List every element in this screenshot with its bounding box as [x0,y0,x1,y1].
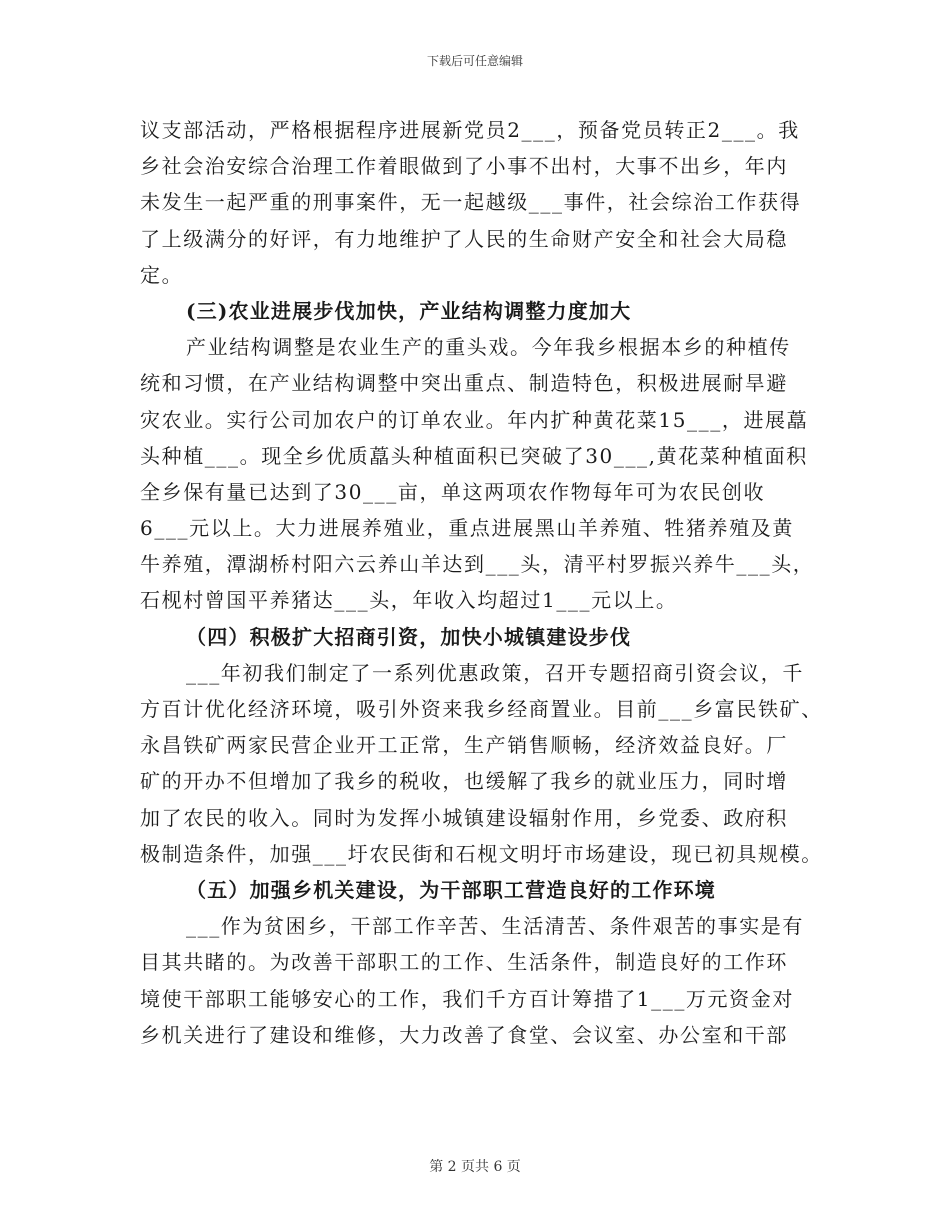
document-body [140,112,823,1053]
section-heading: （四）积极扩大招商引资，加快小城镇建设步伐 [186,624,632,649]
text-line: 了上级满分的好评，有力地维护了人民的生命财产安全和社会大局稳 [140,226,788,251]
text-line: 乡机关进行了建设和维修，大力改善了食堂、会议室、办公室和干部 [140,1022,788,1047]
text-line: ___作为贫困乡，干部工作辛苦、生活清苦、条件艰苦的事实是有 [186,914,804,939]
text-line: 产业结构调整是农业生产的重头戏。今年我乡根据本乡的种植传 [186,335,791,360]
section-heading: (三)农业进展步伐加快，产业结构调整力度加大 [186,298,632,323]
text-line: 石枧村曾国平养猪达___头，年收入均超过1___元以上。 [140,588,678,613]
text-line: 乡社会治安综合治理工作着眼做到了小事不出村，大事不出乡，年内 [140,154,788,179]
text-line: 方百计优化经济环境，吸引外资来我乡经商置业。目前___乡富民铁矿、 [140,697,823,721]
page-footer: 第 2 页共 6 页 [429,1159,521,1175]
text-line: 定。 [140,262,184,287]
text-line: 牛养殖，潭湖桥村阳六云养山羊达到___头，清平村罗振兴养牛___头， [140,552,815,577]
text-line: 境使干部职工能够安心的工作，我们千方百计筹措了1___万元资金对 [140,986,794,1011]
text-line: 加了农民的收入。同时为发挥小城镇建设辐射作用，乡党委、政府积 [140,805,788,830]
text-line: 极制造条件，加强___圩农民街和石枧文明圩市场建设，现已初具规模。 [140,841,823,866]
text-line: ___年初我们制定了一系列优惠政策，召开专题招商引资会议，千 [186,660,804,685]
text-line: 矿的开办不但增加了我乡的税收，也缓解了我乡的就业压力，同时增 [140,769,788,794]
text-line: 目其共睹的。为改善干部职工的工作、生活条件，制造良好的工作环 [140,950,788,975]
page-header: 下载后可任意编辑 [426,54,523,68]
text-line: 统和习惯，在产业结构调整中突出重点、制造特色，积极进展耐旱避 [140,371,788,396]
text-line: 6___元以上。大力进展养殖业，重点进展黑山羊养殖、牲猪养殖及黄 [140,516,794,541]
text-line: 议支部活动，严格根据程序进展新党员2___，预备党员转正2___。我 [140,118,800,142]
text-line: 未发生一起严重的刑事案件，无一起越级___事件，社会综治工作获得 [140,190,802,215]
text-line: 全乡保有量已达到了30___亩，单这两项农作物每年可为农民创收 [140,479,766,504]
text-line: 头种植___。现全乡优质藠头种植面积已突破了30___,黄花菜种植面积 [140,443,808,468]
text-line: 灾农业。实行公司加农户的订单农业。年内扩种黄花菜15___，进展藠 [140,407,809,432]
section-heading: （五）加强乡机关建设，为干部职工营造良好的工作环境 [186,877,716,902]
text-line: 永昌铁矿两家民营企业开工正常，生产销售顺畅，经济效益良好。厂 [140,733,788,758]
